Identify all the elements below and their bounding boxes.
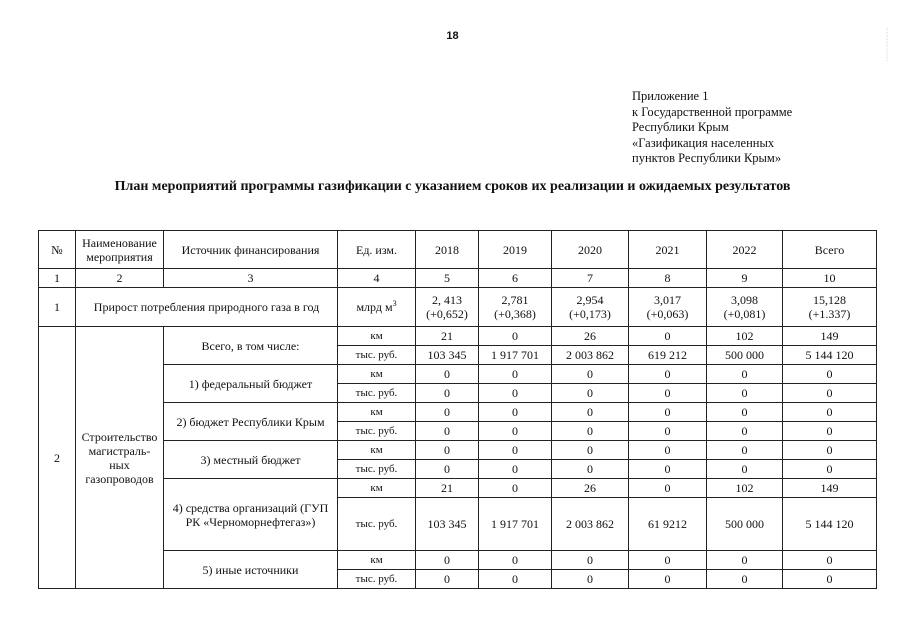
value-delta: (+0,063)	[646, 307, 689, 321]
value-cell: 0	[479, 403, 552, 422]
header-num: №	[39, 231, 76, 269]
value-cell: 0	[707, 403, 783, 422]
table-row	[39, 551, 877, 570]
value-cell: 1 917 701	[479, 346, 552, 365]
header-total: Всего	[783, 231, 877, 269]
table-row	[39, 441, 877, 460]
column-number: 5	[416, 269, 479, 288]
value-cell: 0	[629, 551, 707, 570]
appendix-line: Приложение 1	[632, 89, 709, 103]
value-cell: 0	[479, 460, 552, 479]
value-cell-2019	[479, 288, 552, 327]
table-row	[39, 403, 877, 422]
value-main: 3,098	[731, 293, 758, 307]
value-cell: 26	[552, 327, 629, 346]
value-delta: (+0,368)	[494, 307, 536, 321]
value-cell: 26	[552, 479, 629, 498]
column-number-row	[39, 269, 877, 288]
value-cell: 0	[416, 441, 479, 460]
value-cell: 0	[783, 551, 877, 570]
value-cell: 21	[416, 479, 479, 498]
value-cell: 0	[479, 551, 552, 570]
value-cell: 103 345	[416, 346, 479, 365]
unit-cell: тыс. руб.	[338, 570, 416, 589]
value-cell: 0	[783, 441, 877, 460]
value-cell: 0	[707, 570, 783, 589]
funding-source-label: 3) местный бюджет	[164, 441, 338, 479]
value-cell: 619 212	[629, 346, 707, 365]
scan-margin-mark: ⋮ ⋮ ⋮ ⋮ ⋮	[884, 28, 890, 62]
value-cell-2022	[707, 288, 783, 327]
value-cell: 5 144 120	[783, 346, 877, 365]
header-2020: 2020	[552, 231, 629, 269]
value-cell: 103 345	[416, 498, 479, 551]
value-cell: 0	[629, 570, 707, 589]
header-2019: 2019	[479, 231, 552, 269]
appendix-line: Республики Крым	[632, 120, 729, 134]
value-cell: 0	[707, 551, 783, 570]
appendix-line: «Газификация населенных	[632, 135, 775, 150]
column-number: 10	[783, 269, 877, 288]
value-cell: 0	[552, 365, 629, 384]
value-cell: 0	[707, 422, 783, 441]
value-cell: 0	[552, 551, 629, 570]
value-cell: 0	[416, 422, 479, 441]
value-cell: 0	[479, 479, 552, 498]
value-cell: 0	[479, 327, 552, 346]
value-cell: 0	[552, 384, 629, 403]
funding-source-label: 2) бюджет Республики Крым	[164, 403, 338, 441]
value-cell: 0	[783, 422, 877, 441]
unit-cell	[338, 288, 416, 327]
unit-cell: тыс. руб.	[338, 384, 416, 403]
value-delta: (+0,173)	[569, 307, 611, 321]
value-cell: 0	[552, 422, 629, 441]
appendix-line: пунктов Республики Крым»	[632, 151, 782, 165]
funding-source-label: Всего, в том числе:	[164, 327, 338, 365]
value-cell-total	[783, 288, 877, 327]
value-cell: 0	[552, 441, 629, 460]
value-cell: 0	[629, 460, 707, 479]
value-delta: (+0,081)	[723, 307, 766, 321]
unit-cell: км	[338, 403, 416, 422]
value-cell: 0	[479, 570, 552, 589]
unit-superscript: 3	[392, 299, 397, 308]
value-cell: 0	[629, 384, 707, 403]
table-row	[39, 327, 877, 346]
value-delta: (+0,652)	[426, 307, 468, 321]
value-cell: 0	[416, 365, 479, 384]
value-cell: 0	[629, 441, 707, 460]
value-cell: 0	[629, 479, 707, 498]
value-cell: 0	[479, 441, 552, 460]
unit-cell: км	[338, 441, 416, 460]
value-cell: 500 000	[707, 498, 783, 551]
value-cell: 61 9212	[629, 498, 707, 551]
value-cell: 21	[416, 327, 479, 346]
header-unit: Ед. изм.	[338, 231, 416, 269]
unit-cell: км	[338, 365, 416, 384]
value-cell: 102	[707, 327, 783, 346]
document-title: План мероприятий программы газификации с указанием сроков их реализации и ожидаемых результатов	[114, 179, 791, 194]
value-main: 3,017	[654, 293, 681, 307]
value-cell-2021	[629, 288, 707, 327]
row-number: 2	[39, 327, 76, 589]
value-cell: 2 003 862	[552, 498, 629, 551]
value-cell: 0	[707, 384, 783, 403]
value-cell: 0	[629, 327, 707, 346]
unit-cell: тыс. руб.	[338, 460, 416, 479]
value-cell: 0	[552, 570, 629, 589]
value-cell: 0	[707, 441, 783, 460]
value-cell: 0	[552, 460, 629, 479]
value-cell: 0	[629, 422, 707, 441]
header-source: Источник финансирования	[164, 231, 338, 269]
value-main: 2,954	[576, 293, 604, 307]
table-row	[39, 365, 877, 384]
column-number: 4	[338, 269, 416, 288]
column-number: 3	[164, 269, 338, 288]
value-cell: 1 917 701	[479, 498, 552, 551]
funding-source-label: 4) средства организаций (ГУП РК «Черноморнефтегаз»)	[164, 479, 338, 551]
value-cell: 0	[416, 460, 479, 479]
value-main: 2,781	[501, 293, 529, 307]
funding-source-label: 1) федеральный бюджет	[164, 365, 338, 403]
page-number: 18	[446, 30, 459, 42]
value-cell: 149	[783, 479, 877, 498]
column-number: 7	[552, 269, 629, 288]
column-number: 6	[479, 269, 552, 288]
value-cell: 5 144 120	[783, 498, 877, 551]
unit-cell: тыс. руб.	[338, 422, 416, 441]
header-2018: 2018	[416, 231, 479, 269]
value-cell: 0	[479, 422, 552, 441]
value-cell-2020	[552, 288, 629, 327]
value-cell: 0	[416, 570, 479, 589]
value-main: 15,128	[813, 293, 846, 307]
column-number: 8	[629, 269, 707, 288]
activities-plan-table	[38, 230, 877, 589]
unit-cell: тыс. руб.	[338, 498, 416, 551]
header-2021: 2021	[629, 231, 707, 269]
appendix-line: к Государственной программе	[632, 104, 793, 119]
unit-cell: тыс. руб.	[338, 346, 416, 365]
value-cell: 0	[479, 384, 552, 403]
funding-source-label: 5) иные источники	[164, 551, 338, 589]
unit-cell: км	[338, 327, 416, 346]
value-cell: 0	[783, 403, 877, 422]
value-cell: 102	[707, 479, 783, 498]
value-cell: 0	[629, 403, 707, 422]
column-number: 2	[76, 269, 164, 288]
unit-base: млрд м	[356, 300, 393, 314]
table-header-row	[39, 231, 877, 269]
table-row-gas-consumption	[39, 288, 877, 327]
value-cell: 0	[416, 403, 479, 422]
value-cell: 500 000	[707, 346, 783, 365]
value-cell: 0	[552, 403, 629, 422]
unit-cell: км	[338, 551, 416, 570]
unit-cell: км	[338, 479, 416, 498]
value-cell: 0	[416, 384, 479, 403]
value-cell: 0	[783, 384, 877, 403]
value-delta: (+1.337)	[808, 307, 851, 321]
value-cell: 0	[783, 460, 877, 479]
table-row	[39, 479, 877, 498]
header-2022: 2022	[707, 231, 783, 269]
value-cell: 149	[783, 327, 877, 346]
value-cell: 0	[783, 570, 877, 589]
appendix-note	[632, 89, 882, 167]
header-name: Наименование мероприятия	[76, 231, 164, 269]
row-number: 1	[39, 288, 76, 327]
value-cell: 0	[629, 365, 707, 384]
column-number: 9	[707, 269, 783, 288]
value-cell: 0	[707, 460, 783, 479]
value-cell-2018	[416, 288, 479, 327]
activity-name: Прирост потребления природного газа в год	[76, 288, 338, 327]
value-cell: 0	[479, 365, 552, 384]
value-cell: 2 003 862	[552, 346, 629, 365]
value-cell: 0	[707, 365, 783, 384]
column-number: 1	[39, 269, 76, 288]
value-main: 2, 413	[432, 293, 462, 307]
value-cell: 0	[783, 365, 877, 384]
value-cell: 0	[416, 551, 479, 570]
activity-name: Строительство магистраль-ных газопроводов	[76, 327, 164, 589]
